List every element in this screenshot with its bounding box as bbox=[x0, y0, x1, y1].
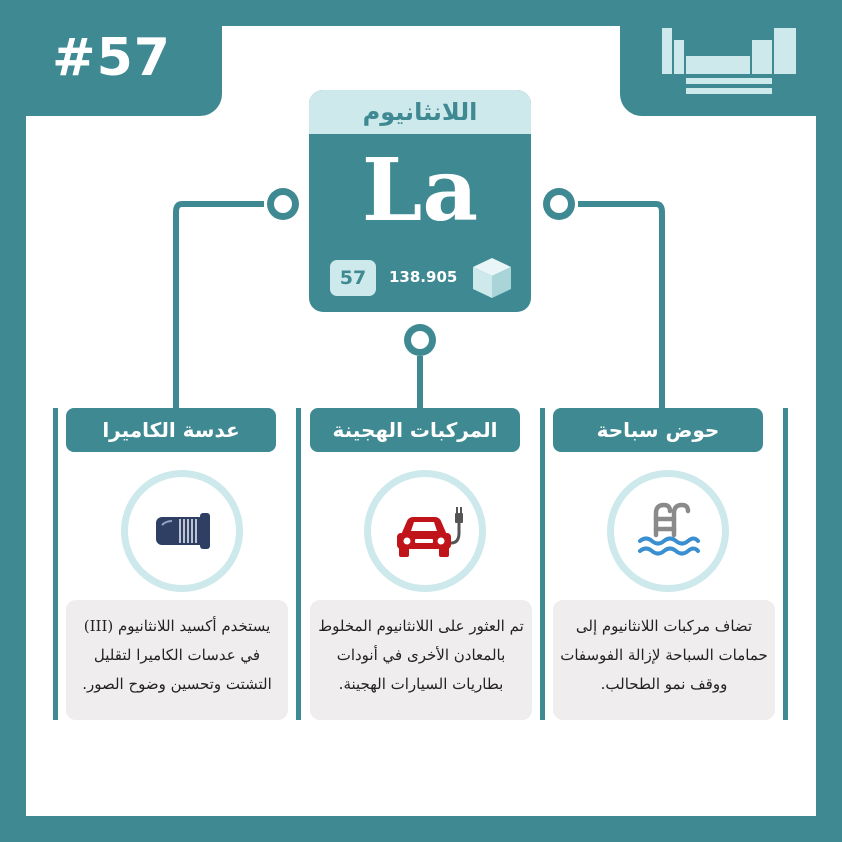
camera-lens-icon-ring bbox=[121, 470, 243, 592]
use-text-swimming-pool: تضاف مركبات اللانثانيوم إلى حمامات السباحة لإزالة الفوسفات ووقف نمو الطحالب. bbox=[553, 600, 775, 720]
use-text-hybrid-vehicles: تم العثور على اللانثانيوم المخلوط بالمعادن الأخرى في أنودات بطاريات السيارات الهجينة. bbox=[310, 600, 532, 720]
atomic-mass: 138.905 bbox=[389, 268, 458, 286]
electric-car-icon bbox=[385, 491, 465, 571]
use-title-swimming-pool: حوض سباحة bbox=[553, 408, 763, 452]
use-text-camera-lens: يستخدم أكسيد اللانثانيوم (III) في عدسات الكاميرا لتقليل التشتت وتحسين وضوح الصور. bbox=[66, 600, 288, 720]
use-title-camera-lens: عدسة الكاميرا bbox=[66, 408, 276, 452]
atomic-number: 57 bbox=[330, 260, 376, 296]
swimming-pool-icon bbox=[628, 491, 708, 571]
electric-car-icon-ring bbox=[364, 470, 486, 592]
element-symbol: La bbox=[361, 140, 479, 241]
camera-lens-icon bbox=[142, 491, 222, 571]
element-tile bbox=[309, 90, 531, 312]
cube-icon bbox=[469, 254, 515, 300]
swimming-pool-icon-ring bbox=[607, 470, 729, 592]
use-title-hybrid-vehicles: المركبات الهجينة bbox=[310, 408, 520, 452]
element-name: اللانثانيوم bbox=[309, 90, 531, 134]
element-number-badge: #57 bbox=[52, 28, 171, 88]
